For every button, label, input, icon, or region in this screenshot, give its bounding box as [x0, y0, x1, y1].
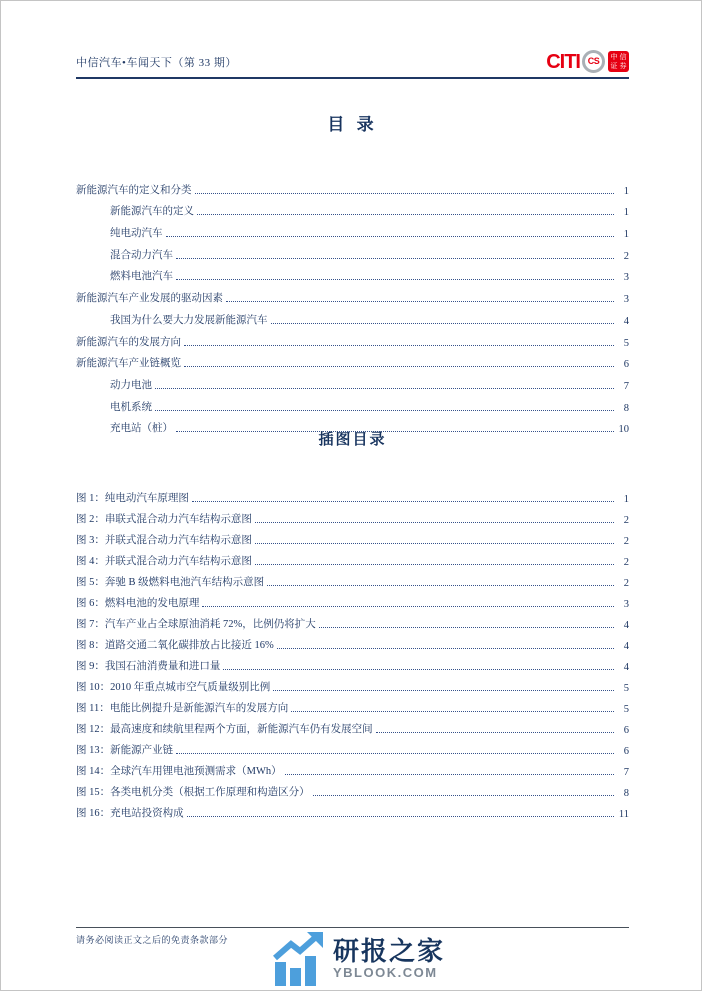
toc-entry-page-number: 10: [618, 424, 629, 436]
seal-char: 信: [619, 53, 627, 61]
dot-leader: [376, 732, 614, 733]
dot-leader: [271, 323, 615, 324]
figure-entry-page-number: 5: [623, 683, 629, 694]
toc-entry-label: 新能源汽车的定义和分类: [76, 184, 192, 196]
dot-leader: [255, 564, 614, 565]
toc-entry-label: 电机系统: [110, 401, 152, 413]
dot-leader: [187, 816, 614, 817]
page-header: [76, 45, 629, 79]
toc-entry-page-number: 2: [623, 250, 629, 262]
figure-entry-page-number: 3: [623, 599, 629, 610]
dot-leader: [184, 345, 614, 346]
dot-leader: [155, 388, 614, 389]
figure-entry-label: 图 16：充电站投资构成: [76, 808, 184, 819]
dot-leader: [176, 279, 614, 280]
dot-leader: [291, 711, 614, 712]
dot-leader: [195, 193, 615, 194]
dot-leader: [267, 585, 614, 586]
figure-entry-label: 图 6：燃料电池的发电原理: [76, 598, 200, 609]
dot-leader: [255, 543, 614, 544]
figure-entry-label: 图 14：全球汽车用锂电池预测需求（MWh）: [76, 766, 282, 777]
dot-leader: [277, 648, 614, 649]
figure-entry-label: 图 12：最高速度和续航里程两个方面，新能源汽车仍有发展空间: [76, 724, 373, 735]
seal-char: 券: [619, 62, 627, 70]
figure-entry[interactable]: [76, 760, 629, 781]
disclaimer-text: 请务必阅读正文之后的免责条款部分: [76, 935, 229, 945]
figure-entry-page-number: 11: [618, 809, 629, 820]
toc-entry-page-number: 8: [623, 402, 629, 414]
toc-entry-page-number: 4: [623, 315, 629, 327]
figure-entry[interactable]: [76, 676, 629, 697]
toc-entry-page-number: 3: [623, 272, 629, 284]
watermark-brand-name: 研报之家: [333, 936, 446, 966]
toc-entry[interactable]: [76, 178, 629, 200]
dot-leader: [176, 258, 614, 259]
figure-entry-label: 图 4：并联式混合动力汽车结构示意图: [76, 556, 252, 567]
toc-title: 目 录: [327, 115, 378, 134]
dot-leader: [319, 627, 614, 628]
toc-entry-label: 燃料电池汽车: [110, 271, 173, 283]
figures-list: [76, 487, 629, 823]
figure-entry-page-number: 5: [623, 704, 629, 715]
toc-entry[interactable]: [76, 265, 629, 287]
dot-leader: [184, 366, 614, 367]
figure-entry[interactable]: [76, 718, 629, 739]
toc-entry-label: 纯电动汽车: [110, 228, 163, 240]
yblook-watermark: [273, 932, 445, 986]
dot-leader: [313, 795, 614, 796]
toc-entry-label: 新能源汽车产业链概览: [76, 358, 181, 370]
citic-securities-logo: [546, 50, 629, 73]
figure-entry[interactable]: [76, 739, 629, 760]
figure-entry-label: 图 10：2010 年重点城市空气质量级别比例: [76, 682, 271, 693]
figure-entry-label: 图 5：奔驰 B 级燃料电池汽车结构示意图: [76, 577, 265, 588]
toc-entry-page-number: 1: [623, 185, 629, 197]
figure-entry-page-number: 2: [623, 515, 629, 526]
figure-entry-page-number: 1: [623, 494, 629, 505]
dot-leader: [285, 774, 614, 775]
toc-entry[interactable]: [76, 221, 629, 243]
report-series-title: 中信汽车•车闻天下（第 33 期）: [76, 57, 237, 69]
figure-entry[interactable]: [76, 508, 629, 529]
toc-entry-label: 新能源汽车的定义: [110, 206, 194, 218]
figures-title: 插图目录: [318, 432, 387, 448]
logo-citi-text: CITI: [546, 50, 580, 73]
toc-entry[interactable]: [76, 352, 629, 374]
toc-entry[interactable]: [76, 373, 629, 395]
figure-entry-label: 图 7：汽车产业占全球原油消耗 72%，比例仍将扩大: [76, 619, 316, 630]
figure-entry-page-number: 6: [623, 746, 629, 757]
dot-leader: [255, 522, 614, 523]
dot-leader: [197, 214, 614, 215]
figure-entry-label: 图 1：纯电动汽车原理图: [76, 493, 189, 504]
figure-entry-page-number: 6: [623, 725, 629, 736]
dot-leader: [176, 753, 614, 754]
watermark-site-url: YBLOOK.COM: [333, 965, 438, 980]
figure-entry[interactable]: [76, 613, 629, 634]
dot-leader: [202, 606, 614, 607]
logo-cs-circle-icon: [582, 50, 605, 73]
toc-entry-label: 新能源汽车的发展方向: [76, 336, 181, 348]
figure-entry-page-number: 4: [623, 620, 629, 631]
toc-entry-page-number: 3: [623, 294, 629, 306]
toc-entry[interactable]: [76, 395, 629, 417]
figure-entry-page-number: 4: [623, 641, 629, 652]
figure-entry-page-number: 2: [623, 557, 629, 568]
dot-leader: [192, 501, 614, 502]
figure-entry-page-number: 2: [623, 536, 629, 547]
figure-entry[interactable]: [76, 592, 629, 613]
figure-entry[interactable]: [76, 550, 629, 571]
seal-char: 证: [610, 62, 618, 70]
figure-entry[interactable]: [76, 802, 629, 823]
toc-entry-page-number: 6: [623, 359, 629, 371]
figure-entry[interactable]: [76, 781, 629, 802]
toc-entry[interactable]: [76, 330, 629, 352]
toc-entry-page-number: 7: [623, 380, 629, 392]
figure-entry-label: 图 13：新能源产业链: [76, 745, 174, 756]
dot-leader: [226, 301, 614, 302]
figure-entry-page-number: 8: [623, 788, 629, 799]
toc-entry-label: 动力电池: [110, 379, 152, 391]
figure-entry-page-number: 7: [623, 767, 629, 778]
figure-entry-label: 图 3：并联式混合动力汽车结构示意图: [76, 535, 252, 546]
toc-entry-page-number: 1: [623, 207, 629, 219]
dot-leader: [273, 690, 614, 691]
figure-entry-page-number: 4: [623, 662, 629, 673]
toc-entry-page-number: 1: [623, 229, 629, 241]
dot-leader: [223, 669, 614, 670]
figure-entry[interactable]: [76, 571, 629, 592]
dot-leader: [166, 236, 615, 237]
toc-entry-label: 混合动力汽车: [110, 249, 173, 261]
figure-entry[interactable]: [76, 655, 629, 676]
logo-chinese-seal-icon: [608, 51, 629, 72]
toc-entry[interactable]: [76, 286, 629, 308]
figure-entry-label: 图 2：串联式混合动力汽车结构示意图: [76, 514, 252, 525]
toc-entry[interactable]: [76, 243, 629, 265]
toc-section: [76, 110, 629, 135]
figure-entry[interactable]: [76, 697, 629, 718]
toc-entry-label: 充电站（桩）: [110, 423, 173, 435]
toc-entry-label: 新能源汽车产业发展的驱动因素: [76, 293, 223, 305]
watermark-texts: [333, 937, 445, 981]
dot-leader: [155, 410, 614, 411]
figure-entry[interactable]: [76, 529, 629, 550]
seal-char: 中: [610, 53, 618, 61]
toc-entry-label: 我国为什么要大力发展新能源汽车: [110, 314, 268, 326]
bar-chart-arrow-icon: [273, 932, 325, 986]
figure-entry-page-number: 2: [623, 578, 629, 589]
figure-entry[interactable]: [76, 487, 629, 508]
figure-entry-label: 图 15：各类电机分类（根据工作原理和构造区分）: [76, 787, 310, 798]
figure-entry-label: 图 8：道路交通二氧化碳排放占比接近 16%: [76, 640, 274, 651]
figure-entry[interactable]: [76, 634, 629, 655]
toc-list: [76, 178, 629, 438]
figures-section: [76, 428, 629, 449]
logo-cs-text: CS: [587, 56, 600, 66]
toc-entry[interactable]: [76, 308, 629, 330]
toc-entry[interactable]: [76, 200, 629, 222]
toc-entry-page-number: 5: [623, 337, 629, 349]
figure-entry-label: 图 9：我国石油消费量和进口量: [76, 661, 221, 672]
figure-entry-label: 图 11：电能比例提升是新能源汽车的发展方向: [76, 703, 289, 714]
